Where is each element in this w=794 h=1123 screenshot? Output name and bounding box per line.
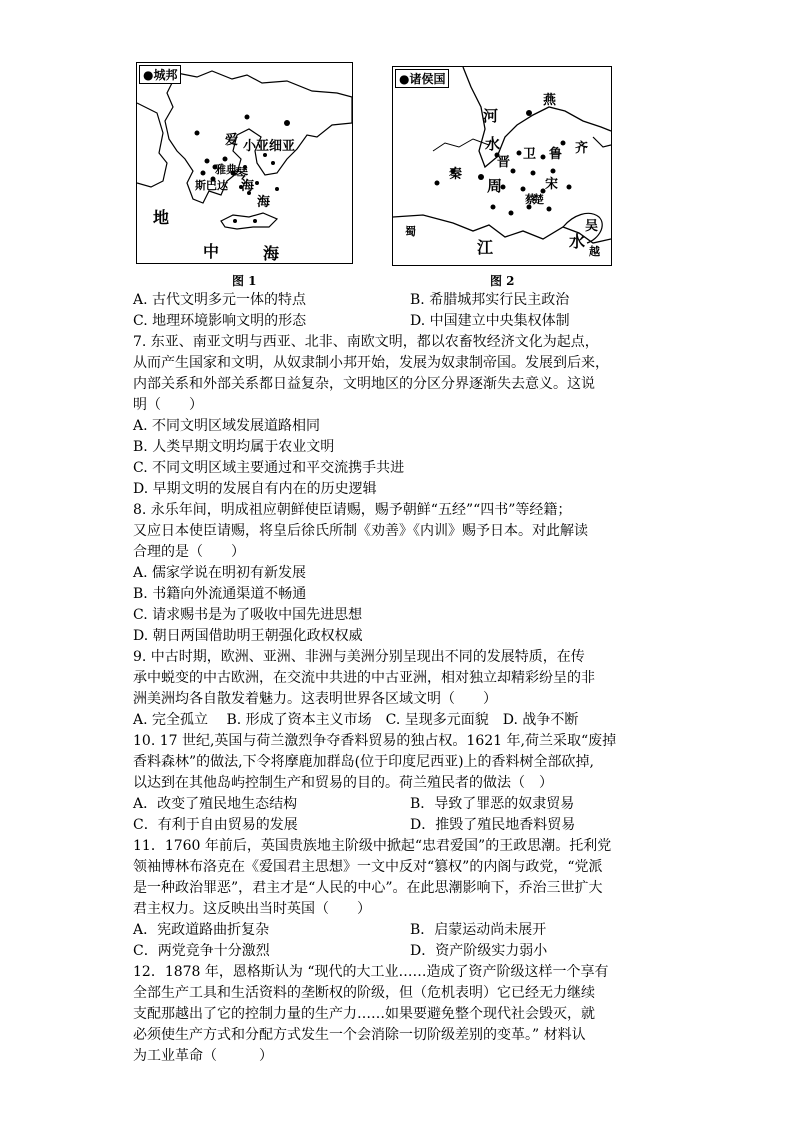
map-legend-city-state: ●城邦	[139, 65, 181, 84]
q7-option-a[interactable]: A. 不同文明区域发展道路相同	[133, 418, 321, 434]
q11-option-b[interactable]: B．启蒙运动尚未展开	[410, 922, 547, 938]
map-label: 地	[153, 208, 170, 227]
q7-option-d[interactable]: D. 早期文明的发展自有内在的历史逻辑	[133, 481, 377, 497]
map-label: 江	[477, 238, 494, 257]
map-label: 宋	[545, 177, 559, 192]
q7-stem-line: 内部关系和外部关系都日益复杂，文明地区的分区分界逐渐失去意义。这说	[133, 376, 595, 392]
map-label: 越	[589, 245, 600, 258]
q11-option-d[interactable]: D．资产阶级实力弱小	[410, 943, 548, 959]
figure-1-caption: 图 1	[232, 274, 257, 288]
map-label: 雅典	[215, 163, 237, 176]
map-label: 晋	[497, 155, 511, 170]
map-label: 鲁	[549, 147, 563, 162]
q12-stem-line: 全部生产工具和生活资料的垄断权的阶级，但（危机表明）它已经无力继续	[133, 985, 595, 1001]
q11-option-c[interactable]: C．两党竞争十分激烈	[133, 943, 270, 959]
q9-stem-line: 9. 中古时期，欧洲、亚洲、非洲与美洲分别呈现出不同的发展特质，在传	[133, 649, 585, 665]
q11-stem-line: 是一种政治罪恶”，君主才是“人民的中心”。在此思潮影响下，乔治三世扩大	[133, 880, 603, 896]
q10-option-b[interactable]: B．导致了罪恶的奴隶贸易	[410, 796, 575, 812]
q10-stem-line: 香料森林”的做法,下令将摩鹿加群岛(位于印度尼西亚)上的香料树全部砍掉,	[133, 754, 594, 770]
q8-stem-line: 8. 永乐年间，明成祖应朝鲜使臣请赐，赐予朝鲜“五经”“四书”等经籍；	[133, 502, 572, 518]
map-legend-feudal-state: ●诸侯国	[395, 69, 449, 88]
q10-option-a[interactable]: A．改变了殖民地生态结构	[133, 796, 298, 812]
q9-stem-line: 洲美洲均各自散发着魅力。这表明世界各区域文明（ ）	[133, 691, 497, 707]
q6-option-c[interactable]: C. 地理环境影响文明的形态	[133, 313, 307, 329]
q12-stem-line: 12．1878 年，恩格斯认为 “现代的大工业……造成了资产阶级这样一个享有	[133, 964, 609, 980]
q8-option-a[interactable]: A. 儒家学说在明初有新发展	[133, 565, 307, 581]
map-label: 小亚细亚	[243, 139, 296, 154]
map-label: 海	[263, 244, 280, 263]
q12-stem-line: 支配那越出了它的控制力量的生产力……如果要避免整个现代社会毁灭，就	[133, 1006, 595, 1022]
q6-option-a[interactable]: A. 古代文明多元一体的特点	[133, 292, 307, 308]
map-figure-2	[392, 66, 612, 266]
q7-stem-line: 明（ ）	[133, 397, 203, 413]
q7-stem-line: 7. 东亚、南亚文明与西亚、北非、南欧文明，都以农畜牧经济文化为起点，	[133, 334, 599, 350]
q8-stem-line: 又应日本使臣请赐，将皇后徐氏所制《劝善》《内训》赐予日本。对此解读	[133, 523, 588, 539]
map-label: 海	[241, 179, 255, 194]
map-label: 卫	[523, 147, 537, 162]
q11-option-a[interactable]: A．宪政道路曲折复杂	[133, 922, 270, 938]
q7-stem-line: 从而产生国家和文明，从奴隶制小邦开始，发展为奴隶制帝国。发展到后来，	[133, 355, 609, 371]
map-figure-1	[136, 62, 353, 264]
map-label: 齐	[575, 141, 589, 156]
map-label: 蔡	[525, 193, 536, 206]
q12-stem-line: 必须使生产方式和分配方式发生一个会消除一切阶级差别的变革。” 材料认	[133, 1027, 586, 1043]
map-label: 燕	[543, 93, 557, 108]
map-label: 海	[257, 195, 271, 210]
q9-options[interactable]: A. 完全孤立 B. 形成了资本主义市场 C. 呈现多元面貌 D. 战争不断	[133, 712, 579, 728]
q8-option-b[interactable]: B. 书籍向外流通渠道不畅通	[133, 586, 307, 602]
q10-stem-line: 以达到在其他岛屿控制生产和贸易的目的。荷兰殖民者的做法（ ）	[133, 775, 553, 791]
map-label: 周	[487, 177, 503, 195]
q12-stem-line: 为工业革命（ ）	[133, 1048, 273, 1064]
q8-option-d[interactable]: D. 朝日两国借助明王朝强化政权权威	[133, 628, 363, 644]
figure-2-caption: 图 2	[490, 274, 515, 288]
map-label: 楚	[533, 193, 544, 206]
map-label: 水	[569, 232, 586, 251]
map-label: 爱	[225, 133, 239, 148]
q8-stem-line: 合理的是（ ）	[133, 544, 245, 560]
map-label: 吴	[585, 219, 599, 234]
q8-option-c[interactable]: C. 请求赐书是为了吸收中国先进思想	[133, 607, 363, 623]
q6-option-b[interactable]: B. 希腊城邦实行民主政治	[410, 292, 570, 308]
q7-option-c[interactable]: C. 不同文明区域主要通过和平交流携手共进	[133, 460, 405, 476]
map-label: 蜀	[405, 225, 416, 238]
q10-stem-line: 10. 17 世纪,英国与荷兰激烈争夺香料贸易的独占权。1621 年,荷兰采取“废掉	[133, 733, 617, 749]
map-label: 斯巴达	[195, 179, 228, 192]
map-label: 河	[483, 107, 499, 125]
map-label: 水	[485, 135, 501, 153]
map-label: 琴	[235, 167, 249, 182]
q7-option-b[interactable]: B. 人类早期文明均属于农业文明	[133, 439, 335, 455]
q11-stem-line: 11．1760 年前后，英国贵族地主阶级中掀起“忠君爱国”的王政思潮。托利党	[133, 838, 612, 854]
q9-stem-line: 承中蜕变的中古欧洲，在交流中共进的中古亚洲，相对独立却精彩纷呈的非	[133, 670, 595, 686]
q10-option-c[interactable]: C．有利于自由贸易的发展	[133, 817, 298, 833]
map-label: 秦	[449, 167, 463, 182]
map-label: 中	[203, 242, 220, 261]
q10-option-d[interactable]: D．推毁了殖民地香料贸易	[410, 817, 576, 833]
q11-stem-line: 君主权力。这反映出当时英国（ ）	[133, 901, 371, 917]
q11-stem-line: 领袖博林布洛克在《爱国君主思想》一文中反对“篡权”的内阁与政党，“党派	[133, 859, 603, 875]
q6-option-d[interactable]: D. 中国建立中央集权体制	[410, 313, 570, 329]
